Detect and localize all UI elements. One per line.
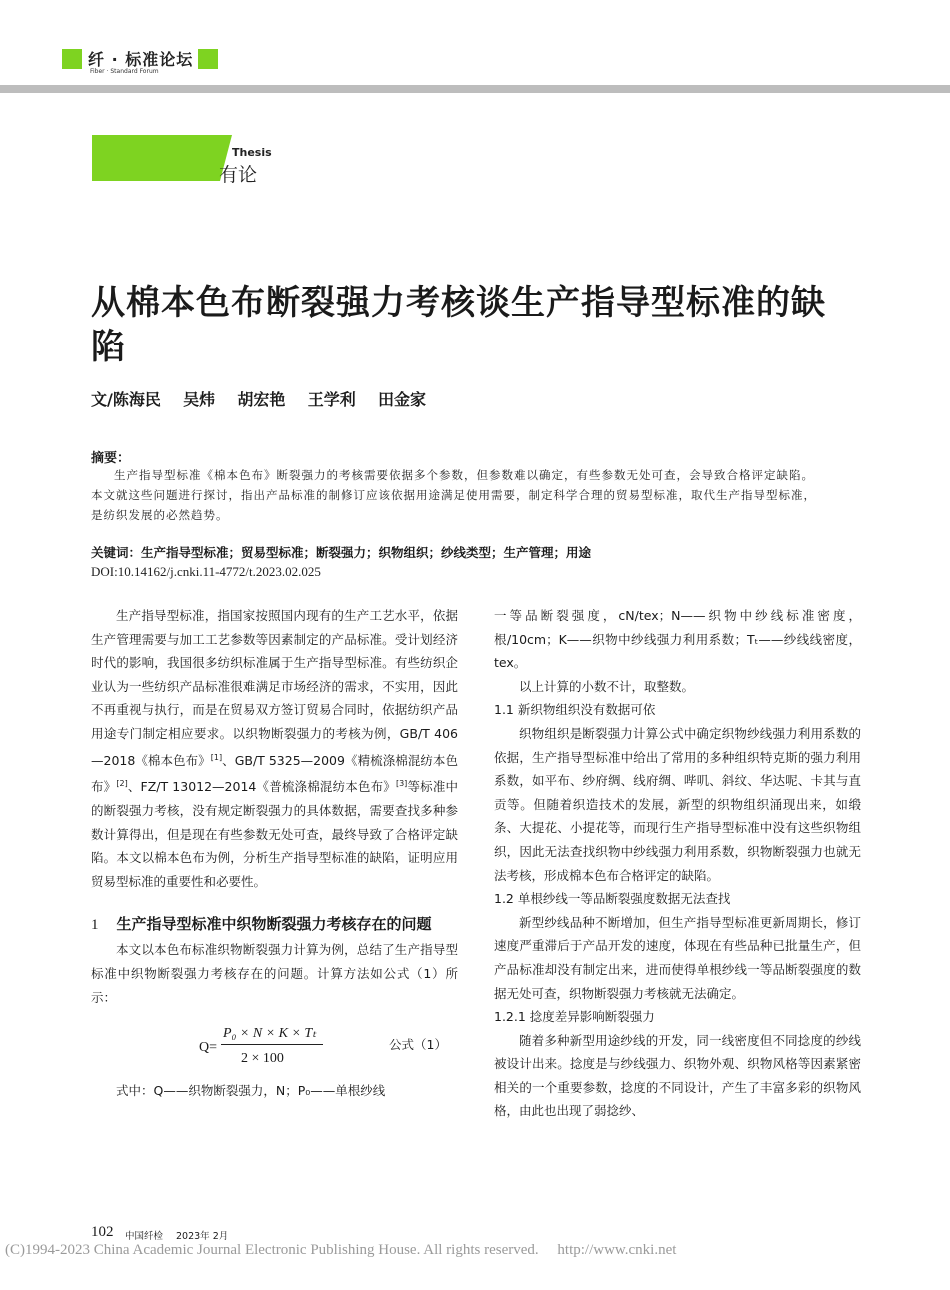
formula-lhs: Q= [199, 1040, 218, 1056]
ref-1: [1] [210, 752, 223, 762]
header-green-square-left [62, 49, 82, 69]
subsection-1-2-paragraph: 新型纱线品种不断增加，但生产指导型标准更新周期长，修订速度严重滞后于产品开发的速度，体现在有些品种已批量生产，但产品标准却没有制定出来，进而使得单根纱线一等品断裂强度的数据无处可查，织物断裂强力考核就无法确定。 [494, 914, 861, 1001]
intro-paragraph [91, 604, 458, 893]
formula-numerator: P₀ × N × K × Tₜ [223, 1026, 317, 1042]
subsection-1-1-heading: 1.1 新织物组织没有数据可依 [494, 702, 656, 718]
section-1-title: 生产指导型标准中织物断裂强力考核存在的问题 [116, 915, 432, 934]
intro-text-a: 生产指导型标准，指国家按照国内现有的生产工艺水平，依据生产管理需要与加工工艺参数等因素制定的产品标准。受计划经济时代的影响，我国很多纺织标准属于生产指导型标准。有些纺织企业认为一些纺织产品标准很难满足市场经济的需求，不实用，因此不再重视与执行，而是在贸易双方签订贸易合同时，依据纺织产品用途专门制定相应要求。以织物断裂强力的考核为例，GB/T 406—2018《棉本色布》 [91, 608, 458, 768]
section-tag-english: Thesis [232, 146, 272, 159]
copyright-line: (C)1994-2023 China Academic Journal Electronic Publishing House. All rights reserved. http://www.cnki.net [5, 1242, 677, 1258]
formula-1 [91, 1013, 458, 1075]
subsection-1-2-heading: 1.2 单根纱线一等品断裂强度数据无法查找 [494, 891, 731, 907]
intro-text-c: 、FZ/T 13012—2014《普梳涤棉混纺本色布》 [127, 779, 396, 795]
keywords-text: 生产指导型标准；贸易型标准；断裂强力；织物组织；纱线类型；生产管理；用途 [141, 545, 592, 560]
keywords-label: 关键词： [91, 545, 142, 560]
journal-subtitle: Fiber · Standard Forum [90, 68, 159, 75]
ref-3: [3] [395, 779, 408, 789]
ref-2: [2] [116, 779, 128, 789]
formula-denominator: 2 × 100 [241, 1051, 284, 1067]
journal-title: 纤 · 标准论坛 [88, 50, 194, 69]
intro-text-b: 、GB/T 5325—2009《精梳涤棉混纺本色布》 [91, 752, 458, 795]
doi: DOI:10.14162/j.cnki.11-4772/t.2023.02.025 [91, 564, 321, 579]
abstract-text: 生产指导型标准《棉本色布》断裂强力的考核需要依据多个参数，但参数难以确定，有些参数无处可查，会导致合格评定缺陷。本文就这些问题进行探讨，指出产品标准的制修订应该依据用途满足使用需要，制定科学合理的贸易型标准，取代生产指导型标准，是纺织发展的必然趋势。 [91, 468, 816, 522]
keywords [91, 543, 851, 561]
abstract-label: 摘要： [91, 451, 131, 466]
article-title: 从棉本色布断裂强力考核谈生产指导型标准的缺陷 [91, 283, 826, 367]
footer-journal: 中国纤检 [125, 1231, 164, 1242]
section-1-number: 1 [91, 917, 99, 934]
formula-label: 公式（1） [389, 1037, 447, 1053]
header-divider-bar [0, 85, 950, 93]
rounding-note: 以上计算的小数不计，取整数。 [519, 678, 695, 694]
intro-text-d: 等标准中的断裂强力考核，没有规定断裂强力的具体数据，需要查找多种参数计算得出，但是现在有些参数无处可查，最终导致了合格评定缺陷。本文以棉本色布为例，分析生产指导型标准的缺陷，证明应用贸易型标准的重要性和必要性。 [91, 779, 458, 889]
formula-legend-start: 式中：Q——织物断裂强力，N；P₀——单根纱线 [116, 1083, 386, 1099]
section-1-paragraph: 本文以本色布标准织物断裂强力计算为例，总结了生产指导型标准中织物断裂强力考核存在的问题。计算方法如公式（1）所示： [91, 942, 458, 1005]
section-tag-chinese: 有论 [219, 164, 258, 186]
header-green-square-right [198, 49, 218, 69]
subsection-1-1-paragraph: 织物组织是断裂强力计算公式中确定织物纱线强力利用系数的依据，生产指导型标准中给出了常用的多种组织特克斯的强力利用系数，如平布、纱府绸、线府绸、哔叽、斜纹、华达呢、卡其与直贡等。但随着织造技术的发展，新型的织物组织涌现出来，如缎条、大提花、小提花等，而现行生产指导型标准中没有这些织物组织，因此无法查找织物中纱线强力利用系数，织物断裂强力也就无法考核，形成棉本色布合格评定的缺陷。 [494, 725, 861, 883]
section-tag-shape [92, 135, 232, 181]
page-number: 102 [91, 1224, 114, 1240]
formula-legend-continued: 一等品断裂强度，cN/tex；N——织物中纱线标准密度，根/10cm；K——织物中纱线强力利用系数；Tₜ——纱线线密度，tex。 [494, 608, 861, 671]
footer-date: 2023年 2月 [176, 1231, 229, 1242]
formula-fraction-bar [221, 1044, 323, 1045]
subsection-1-2-1-heading: 1.2.1 捻度差异影响断裂强力 [494, 1009, 655, 1025]
article-authors: 文/陈海民 吴炜 胡宏艳 王学利 田金家 [91, 390, 426, 409]
left-column [91, 604, 458, 1103]
section-1-heading [91, 913, 458, 936]
right-column [494, 604, 861, 1123]
subsection-1-2-1-paragraph: 随着多种新型用途纱线的开发，同一线密度但不同捻度的纱线被设计出来。捻度是与纱线强力、织物外观、织物风格等因素紧密相关的一个重要参数，捻度的不同设计，产生了丰富多彩的织物风格，由此也出现了弱捻纱、 [494, 1032, 861, 1119]
